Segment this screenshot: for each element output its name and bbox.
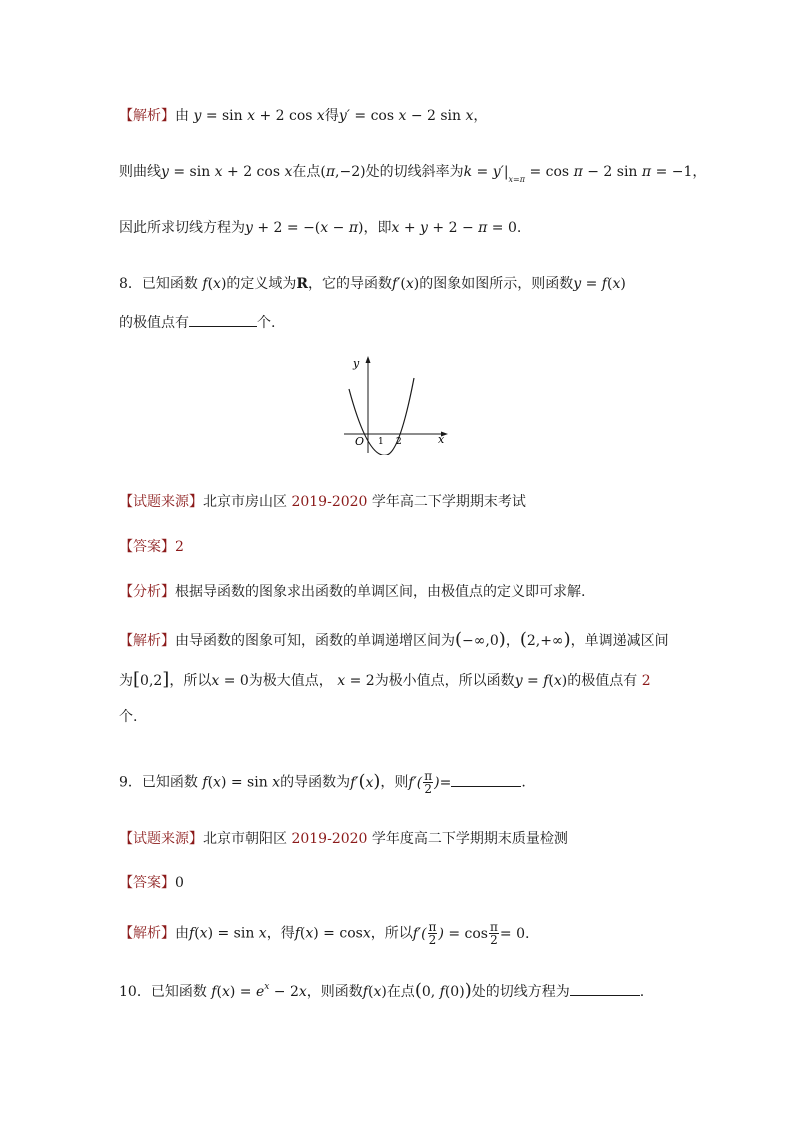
math-expression: y′ = cos x − 2 sin x — [338, 108, 474, 124]
jiexi-line-8-2: 为[0,2]，所以x = 0为极大值点， x = 2为极小值点，所以函数y = f(x)的极值点有 2 — [119, 669, 651, 690]
source-tag: 【试题来源】 — [119, 831, 203, 847]
math-expression: f(x) = sin x — [189, 925, 267, 942]
math-expression: f′( $\frac{\pi}{2}$ )= — [408, 769, 452, 796]
answer-blank[interactable] — [451, 772, 521, 787]
analysis-tag: 【解析】 — [119, 633, 175, 649]
analysis-tag: 【解析】 — [119, 108, 175, 124]
math-expression: y = sin x + 2 cos x — [161, 164, 293, 180]
answer-tag: 【答案】 — [119, 539, 175, 555]
math-expression: f′( $\frac{\pi}{2}$ ) = cos $\frac{\pi}{2}$ = 0. — [412, 920, 530, 947]
tick-label-2: 2 — [396, 437, 402, 447]
source-line-8: 【试题来源】北京市房山区 2019-2020 学年高二下学期期末考试 — [119, 494, 526, 510]
source-tag: 【试题来源】 — [119, 494, 203, 510]
question-8-line-2: 的极值点有 个. — [119, 312, 275, 333]
math-point: (π,−2) — [320, 164, 366, 180]
x-axis-label: x — [438, 433, 445, 446]
math-expression: f(x) = sin x — [197, 774, 281, 791]
math-expression: y = sin x + 2 cos x — [193, 108, 325, 124]
solution-line-3: 因此所求切线方程为y + 2 = −(x − π)，即x + y + 2 − π = 0. — [119, 220, 522, 236]
question-10: 10．已知函数 $f(x) = e^x - 2x$，则函数f(x)在点(0, f(0))处的切线方程为 . — [119, 980, 645, 1001]
math-expression: x + y + 2 − π = 0 — [391, 220, 517, 236]
answer-value: 0 — [175, 875, 184, 891]
math-expression: $k = y'|_{x=\pi} = \cos \pi - 2$ sin π = −1 — [463, 164, 693, 184]
math-R: R — [296, 276, 309, 292]
math-expression: y = f(x) — [514, 673, 568, 689]
jiexi-line-9: 【解析】由f(x) = sin x，得f(x) = cosx，所以f′( $\frac{\pi}{2}$ ) = cos $\frac{\pi}{2}$ = 0. — [119, 920, 530, 947]
derivative-graph — [338, 353, 450, 455]
math-expression: f′(x) — [350, 770, 381, 792]
fenxi-line-8: 【分析】根据导函数的图象求出函数的单调区间，由极值点的定义即可求解. — [119, 584, 586, 600]
math-expression: y + 2 = −(x − π) — [245, 220, 364, 236]
math-expression: x = 0 — [211, 673, 249, 689]
interval: (−∞,0) — [455, 629, 506, 650]
answer-tag: 【答案】 — [119, 875, 175, 891]
y-axis-label: y — [353, 357, 360, 370]
jiexi-line-8-1: 【解析】由导函数的图象可知，函数的单调递增区间为(−∞,0)，(2,+∞)，单调递减区间 — [119, 629, 669, 650]
math-expression: f(x) = cosx — [294, 925, 371, 942]
math-expression: $f(x) = e^x - 2x$ — [206, 982, 307, 1000]
fenxi-tag: 【分析】 — [119, 584, 175, 600]
question-9: 9．已知函数 f(x) = sin x的导函数为f′(x)，则f′( $\frac{\pi}{2}$ )= . — [119, 769, 526, 796]
source-line-9: 【试题来源】北京市朝阳区 2019-2020 学年度高二下学期期末质量检测 — [119, 831, 568, 847]
interval: [0,2] — [133, 669, 170, 690]
math-expression: x = 2 — [337, 673, 375, 689]
solution-line-2: 则曲线y = sin x + 2 cos x在点(π,−2)处的切线斜率为$k = y'|_{x=\pi} = \cos \pi - 2$ sin π = −1， — [119, 164, 707, 184]
math-point: (0, f(0)) — [414, 980, 472, 1001]
question-8-line-1: 8．已知函数 f(x)的定义域为R，它的导函数f′(x)的图象如图所示，则函数y = f(x) — [119, 276, 626, 292]
answer-line-9 — [119, 873, 184, 893]
math-expression: f(x) — [362, 984, 387, 1000]
math-expression: y = f(x) — [573, 276, 626, 292]
math-expression: f′(x) — [392, 276, 420, 292]
tick-label-1: 1 — [378, 437, 384, 447]
analysis-tag: 【解析】 — [119, 925, 175, 942]
origin-label: O — [355, 435, 365, 448]
answer-value: 2 — [175, 539, 184, 555]
solution-line-1: 【解析】由 y = sin x + 2 cos x得y′ = cos x − 2 sin x， — [119, 108, 488, 124]
math-expression: f(x) — [197, 276, 227, 292]
answer-blank[interactable] — [189, 312, 257, 327]
jiexi-line-8-3: 个. — [119, 709, 138, 725]
interval: (2,+∞) — [519, 629, 571, 650]
answer-line-8 — [119, 537, 184, 557]
y-axis-arrow — [366, 356, 371, 363]
answer-blank[interactable] — [570, 981, 640, 996]
